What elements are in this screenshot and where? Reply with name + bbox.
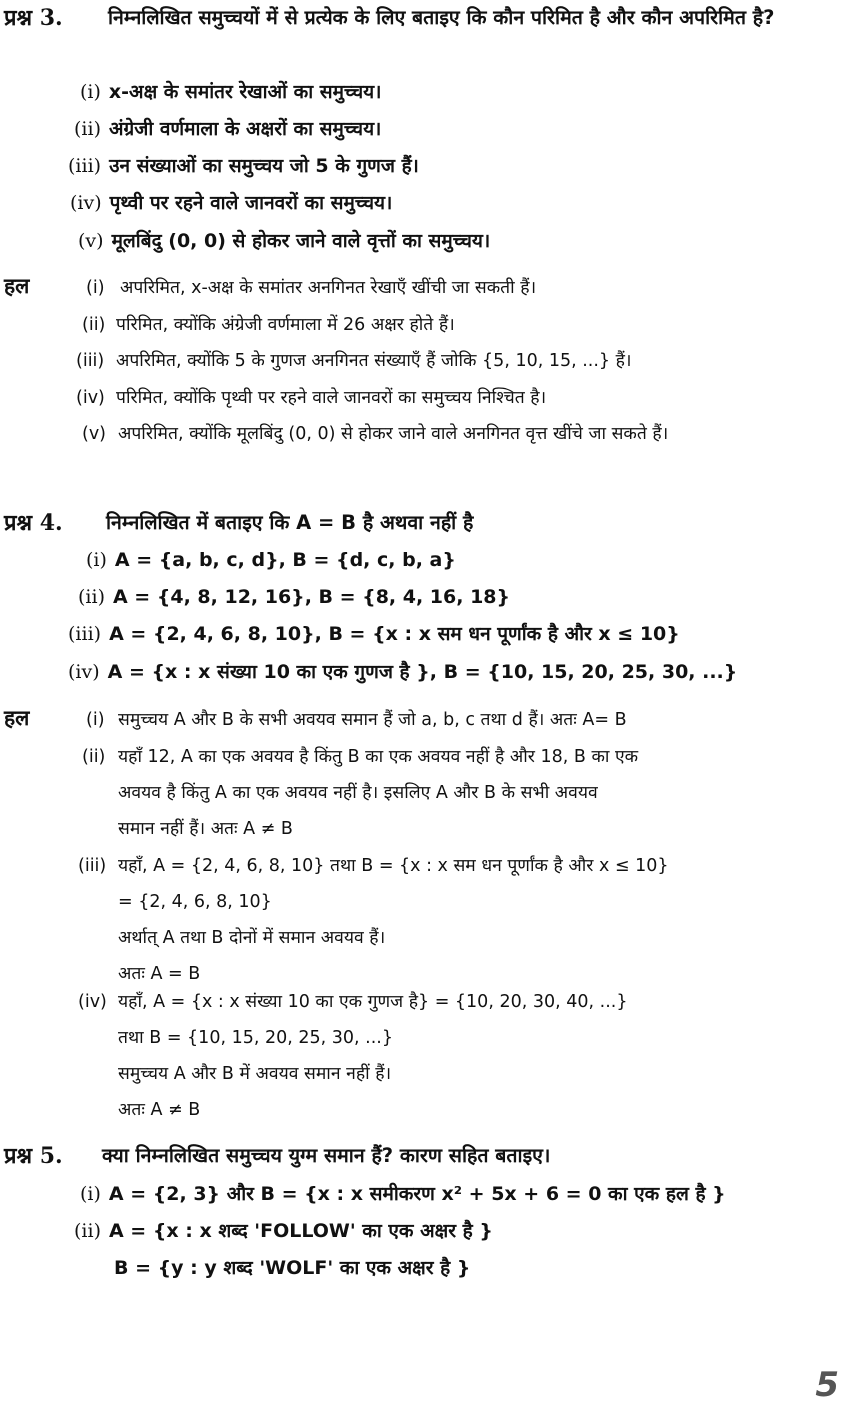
item-line: यहाँ, A = {2, 4, 6, 8, 10} तथा B = {x : x सम धन पूर्णांक है और x ≤ 10} <box>118 856 669 876</box>
page-number: 5 <box>815 1365 839 1405</box>
sol3-item-2 <box>82 307 842 343</box>
sol4-item-3 <box>78 848 848 992</box>
q3-option-3 <box>68 148 419 185</box>
item-line: अतः A ≠ B <box>118 1100 201 1120</box>
item-text: अपरिमित, क्योंकि मूलबिंदु (0, 0) से होकर जाने वाले अनगिनत वृत्त खींचे जा सकते हैं। <box>118 424 669 444</box>
sol3-item-5 <box>82 416 848 452</box>
option-text: मूलबिंदु (0, 0) से होकर जाने वाले वृत्तों का समुच्चय। <box>111 230 491 252</box>
item-line: अवयव है किंतु A का एक अवयव नहीं है। इसलिए A और B के सभी अवयव <box>118 783 598 803</box>
option-text: पृथ्वी पर रहने वाले जानवरों का समुच्चय। <box>109 192 393 214</box>
sol4-item-4 <box>78 984 848 1128</box>
option-number: (iii) <box>68 623 102 645</box>
question-5-label: प्रश्न 5. <box>4 1143 63 1169</box>
item-line: समान नहीं हैं। अतः A ≠ B <box>118 819 293 839</box>
option-text: A = {a, b, c, d}, B = {d, c, b, a} <box>114 549 456 571</box>
item-line: तथा B = {10, 15, 20, 25, 30, ...} <box>118 1028 393 1048</box>
item-number: (v) <box>82 424 107 444</box>
option-text: अंग्रेजी वर्णमाला के अक्षरों का समुच्चय। <box>108 118 382 140</box>
item-number: (iii) <box>78 856 107 876</box>
item-text: अपरिमित, x-अक्ष के समांतर अनगिनत रेखाएँ खींची जा सकती हैं। <box>120 278 537 298</box>
item-text: परिमित, क्योंकि अंग्रेजी वर्णमाला में 26 अक्षर होते हैं। <box>116 315 455 335</box>
option-text: उन संख्याओं का समुच्चय जो 5 के गुणज हैं। <box>109 155 419 177</box>
item-line: यहाँ 12, A का एक अवयव है किंतु B का एक अवयव नहीं है और 18, B का एक <box>118 747 639 767</box>
item-text: अपरिमित, क्योंकि 5 के गुणज अनगिनत संख्याएँ हैं जोकि {5, 10, 15, ...} हैं। <box>116 351 632 371</box>
q3-option-1 <box>80 74 381 111</box>
option-text: A = {2, 4, 6, 8, 10}, B = {x : x सम धन पूर्णांक है और x ≤ 10} <box>109 623 680 645</box>
option-number: (iv) <box>68 661 100 683</box>
option-text: B = {y : y शब्द 'WOLF' का एक अक्षर है } <box>114 1257 471 1279</box>
item-number: (iv) <box>76 388 105 408</box>
q4-option-3 <box>68 616 680 653</box>
q3-option-5 <box>78 223 490 260</box>
q3-option-2 <box>74 111 381 148</box>
question-4-text: निम्नलिखित में बताइए कि A = B है अथवा नहीं है <box>106 511 474 534</box>
q5-option-3 <box>114 1250 470 1287</box>
option-text: A = {4, 8, 12, 16}, B = {8, 4, 16, 18} <box>112 586 511 608</box>
option-number: (v) <box>78 230 104 252</box>
solution-3-label: हल <box>4 274 30 298</box>
sol4-item-1 <box>86 702 848 738</box>
q4-option-1 <box>86 542 456 579</box>
item-line: = {2, 4, 6, 8, 10} <box>118 892 272 912</box>
option-text: A = {x : x संख्या 10 का एक गुणज है }, B = {10, 15, 20, 25, 30, ...} <box>107 661 738 683</box>
sol4-item-2 <box>82 739 848 847</box>
item-number: (iv) <box>78 992 107 1012</box>
item-number: (ii) <box>82 315 106 335</box>
item-text: परिमित, क्योंकि पृथ्वी पर रहने वाले जानवरों का समुच्चय निश्चित है। <box>116 388 547 408</box>
item-line: समुच्चय A और B में अवयव समान नहीं हैं। <box>118 1064 392 1084</box>
q4-option-4 <box>68 654 737 691</box>
option-number: (i) <box>80 1183 101 1205</box>
option-text: x-अक्ष के समांतर रेखाओं का समुच्चय। <box>108 81 382 103</box>
item-number: (iii) <box>76 351 105 371</box>
sol3-item-1 <box>86 270 846 306</box>
option-number: (ii) <box>78 586 105 608</box>
item-line: अर्थात् A तथा B दोनों में समान अवयव हैं। <box>118 928 386 948</box>
item-line: अतः A = B <box>118 964 201 984</box>
option-number: (ii) <box>74 1220 101 1242</box>
item-number: (ii) <box>82 747 106 767</box>
q3-option-4 <box>70 185 392 222</box>
question-4-label: प्रश्न 4. <box>4 510 63 536</box>
item-number: (i) <box>86 278 105 298</box>
option-text: A = {x : x शब्द 'FOLLOW' का एक अक्षर है } <box>108 1220 493 1242</box>
option-number: (i) <box>86 549 107 571</box>
option-number: (iv) <box>70 192 102 214</box>
solution-4-label: हल <box>4 706 30 730</box>
q4-option-2 <box>78 579 510 616</box>
item-line: यहाँ, A = {x : x संख्या 10 का एक गुणज है} = {10, 20, 30, 40, ...} <box>118 992 628 1012</box>
option-number: (ii) <box>74 118 101 140</box>
option-number: (iii) <box>68 155 102 177</box>
item-line: समुच्चय A और B के सभी अवयव समान हैं जो a, b, c तथा d हैं। अतः A= B <box>118 710 627 730</box>
item-number: (i) <box>86 710 105 730</box>
option-text: A = {2, 3} और B = {x : x समीकरण x² + 5x + 6 = 0 का एक हल है } <box>108 1183 726 1205</box>
question-3-body: निम्नलिखित समुच्चयों में से प्रत्येक के लिए बताइए कि कौन परिमित है और कौन अपरिमित है? <box>108 6 775 29</box>
option-number: (i) <box>80 81 101 103</box>
sol3-item-3 <box>76 343 846 379</box>
question-3-label: प्रश्न 3. <box>4 5 63 31</box>
question-3-text <box>4 2 849 34</box>
q5-option-2 <box>74 1213 493 1250</box>
q5-option-1 <box>80 1176 726 1213</box>
question-5-text: क्या निम्नलिखित समुच्चय युग्म समान हैं? कारण सहित बताइए। <box>102 1144 551 1167</box>
sol3-item-4 <box>76 380 846 416</box>
